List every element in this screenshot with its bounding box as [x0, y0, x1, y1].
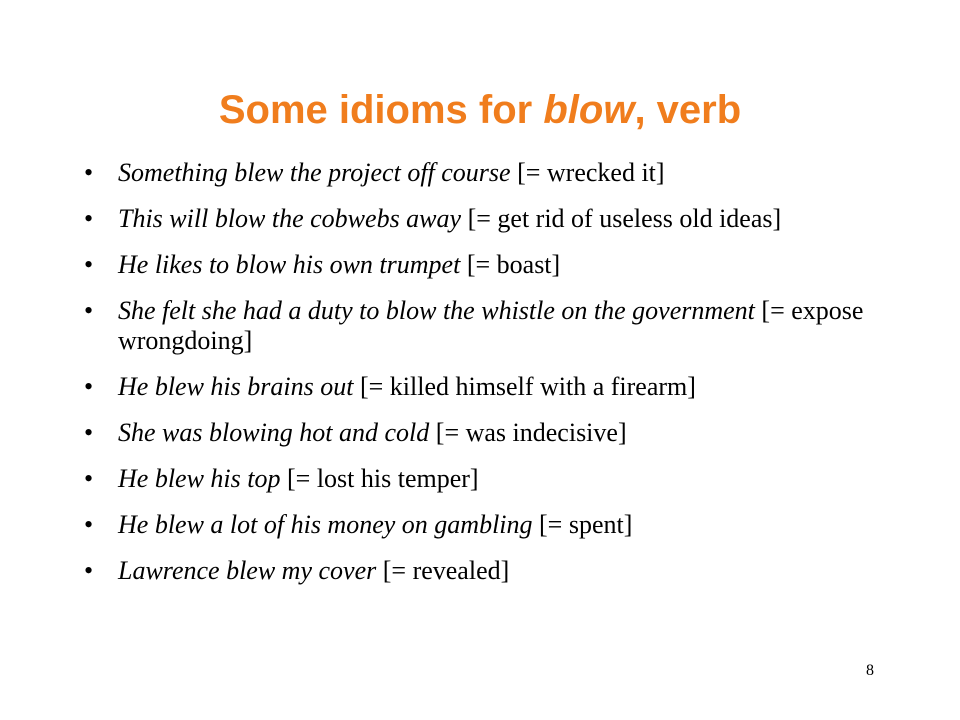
title-prefix: Some idioms for: [218, 88, 544, 132]
idiom-gloss: [= was indecisive]: [429, 418, 627, 447]
idiom-gloss: [= wrecked it]: [510, 158, 665, 187]
idiom-phrase: She was blowing hot and cold: [118, 418, 430, 447]
bullet-icon: •: [84, 204, 94, 233]
list-item: [84, 250, 874, 280]
slide-title: [0, 82, 960, 138]
idiom-gloss: [= boast]: [460, 250, 561, 279]
idiom-gloss: [= spent]: [532, 510, 633, 539]
idiom-gloss: [= killed himself with a firearm]: [353, 372, 696, 401]
bullet-icon: •: [84, 158, 94, 187]
idiom-gloss: [= expose wrongdoing]: [118, 296, 864, 355]
idiom-list: [84, 158, 874, 602]
bullet-icon: •: [84, 296, 94, 325]
list-item: [84, 296, 874, 356]
idiom-phrase: He blew a lot of his money on gambling: [118, 510, 533, 539]
bullet-icon: •: [84, 556, 94, 585]
list-item: [84, 510, 874, 540]
list-item: [84, 372, 874, 402]
idiom-phrase: She felt she had a duty to blow the whistle on the government: [118, 296, 755, 325]
idiom-gloss: [= get rid of useless old ideas]: [461, 204, 782, 233]
idiom-phrase: He blew his top: [118, 464, 281, 493]
idiom-phrase: He blew his brains out: [118, 372, 354, 401]
idiom-phrase: This will blow the cobwebs away: [118, 204, 462, 233]
idiom-phrase: Lawrence blew my cover: [118, 556, 377, 585]
idiom-phrase: He likes to blow his own trumpet: [118, 250, 461, 279]
bullet-icon: •: [84, 250, 94, 279]
bullet-icon: •: [84, 418, 94, 447]
list-item: [84, 158, 874, 188]
title-suffix: , verb: [634, 88, 742, 132]
list-item: [84, 556, 874, 586]
idiom-gloss: [= revealed]: [376, 556, 510, 585]
page-number: 8: [866, 662, 874, 679]
bullet-icon: •: [84, 464, 94, 493]
bullet-icon: •: [84, 510, 94, 539]
list-item: [84, 464, 874, 494]
bullet-icon: •: [84, 372, 94, 401]
title-headword: blow: [543, 88, 635, 132]
idiom-phrase: Something blew the project off course: [118, 158, 511, 187]
list-item: [84, 204, 874, 234]
list-item: [84, 418, 874, 448]
idiom-gloss: [= lost his temper]: [280, 464, 479, 493]
